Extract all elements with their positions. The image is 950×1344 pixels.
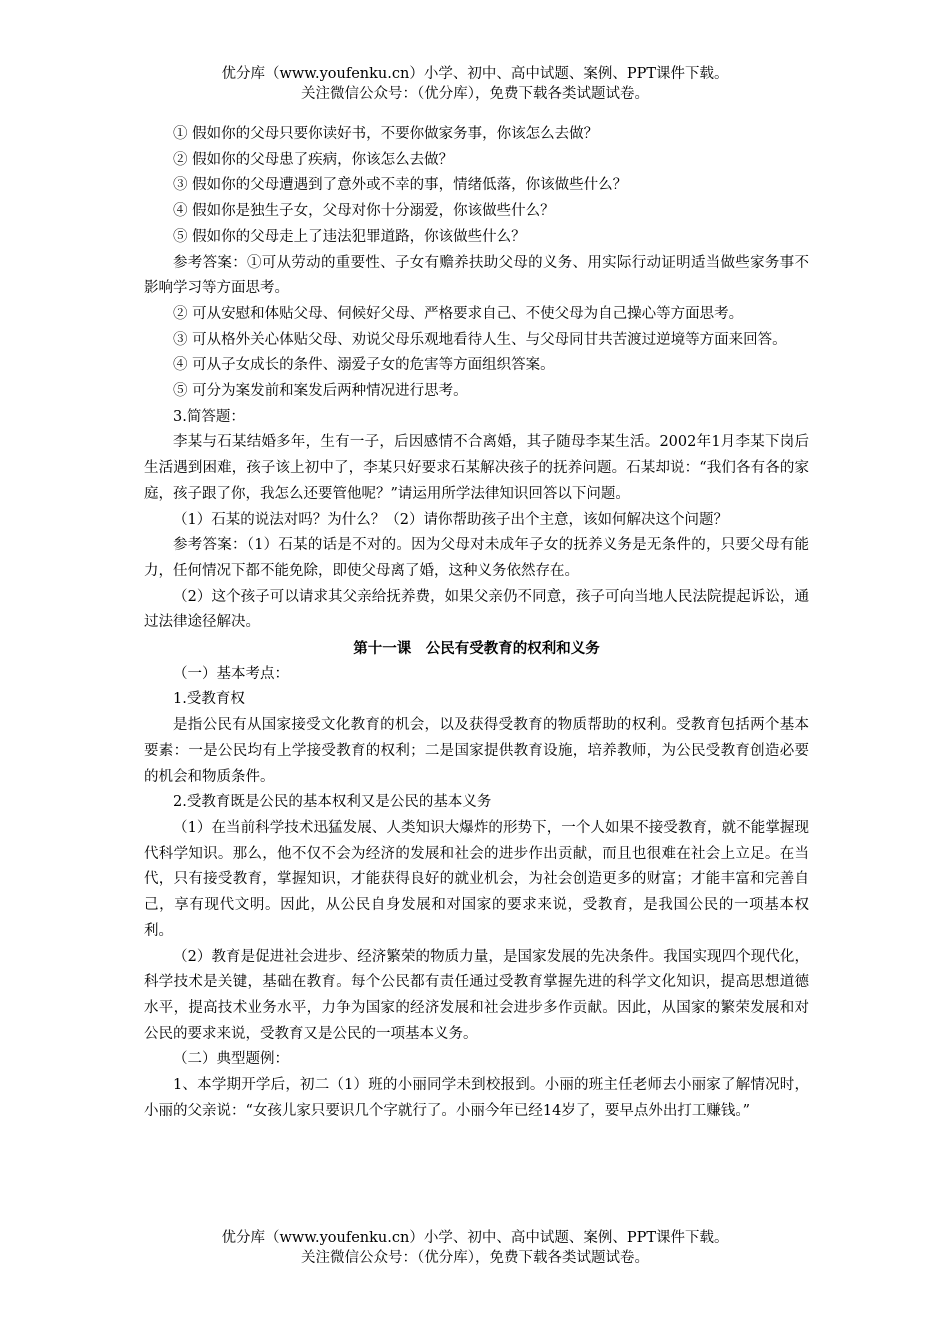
answer-3: ③ 可从格外关心体贴父母、劝说父母乐观地看待人生、与父母同甘共苦渡过逆境等方面来回答。	[173, 331, 787, 348]
case-description: 李某与石某结婚多年，生有一子，后因感情不合离婚，其子随母李某生活。2002年1月李某下岗后生活遇到困难，孩子该上初中了，李某只好要求石某解决孩子的抚养问题。石某却说：“我们各有各的家庭，孩子跟了你，我怎么还要管他呢？”请运用所学法律知识回答以下问题。	[144, 434, 809, 502]
case-answer-2: （2）这个孩子可以请求其父亲给抚养费，如果父亲仍不同意，孩子可向当地人民法院提起诉讼，通过法律途径解决。	[144, 588, 809, 631]
example-1: 1、本学期开学后，初二（1）班的小丽同学未到校报到。小丽的班主任老师去小丽家了解情况时，小丽的父亲说：“女孩儿家只要识几个字就行了。小丽今年已经14岁了，要早点外出打工赚钱。”	[144, 1077, 809, 1119]
subsection-examples: （二）典型题例：	[173, 1051, 289, 1068]
lesson-title: 第十一课 公民有受教育的权利和义务	[353, 640, 600, 658]
point-1-heading: 1.受教育权	[173, 691, 245, 708]
case-answer-1: 参考答案：（1）石某的话是不对的。因为父母对未成年子女的抚养义务是无条件的，只要父母有能力，任何情况下都不能免除，即使父母离了婚，这种义务依然存在。	[144, 537, 809, 579]
document-body	[144, 122, 809, 1124]
answer-1: 参考答案：①可从劳动的重要性、子女有赡养扶助父母的义务、用实际行动证明适当做些家务事不影响学习等方面思考。	[144, 254, 809, 297]
footer-line-2: 关注微信公众号：（优分库），免费下载各类试题试卷。	[301, 1250, 649, 1266]
answer-2: ② 可从安慰和体贴父母、伺候好父母、严格要求自己、不使父母为自己操心等方面思考。	[173, 305, 744, 322]
question-4: ④ 假如你是独生子女，父母对你十分溺爱，你该做些什么？	[173, 203, 555, 220]
page-footer	[0, 1228, 950, 1268]
point-2-heading: 2.受教育既是公民的基本权利又是公民的基本义务	[173, 794, 492, 811]
answer-5: ⑤ 可分为案发前和案发后两种情况进行思考。	[173, 383, 468, 400]
question-2: ② 假如你的父母患了疾病，你该怎么去做？	[173, 151, 454, 168]
question-3: ③ 假如你的父母遭遇到了意外或不幸的事，情绪低落，你该做些什么？	[173, 177, 628, 194]
section-heading-short-answer: 3.简答题：	[173, 408, 245, 425]
page-header	[0, 64, 950, 104]
subsection-basic-points: （一）基本考点：	[173, 665, 289, 682]
question-1: ① 假如你的父母只要你读好书，不要你做家务事，你该怎么去做？	[173, 126, 599, 142]
footer-line-1: 优分库（www.youfenku.cn）小学、初中、高中试题、案例、PPT课件下载。	[221, 1230, 729, 1246]
header-line-1: 优分库（www.youfenku.cn）小学、初中、高中试题、案例、PPT课件下载。	[221, 66, 729, 82]
question-5: ⑤ 假如你的父母走上了违法犯罪道路，你该做些什么？	[173, 228, 526, 245]
answer-4: ④ 可从子女成长的条件、溺爱子女的危害等方面组织答案。	[173, 357, 555, 374]
case-questions: （1）石某的说法对吗？为什么？（2）请你帮助孩子出个主意，该如何解决这个问题？	[173, 511, 728, 528]
point-2-text-1: （1）在当前科学技术迅猛发展、人类知识大爆炸的形势下，一个人如果不接受教育，就不能掌握现代科学知识。那么，他不仅不会为经济的发展和社会的进步作出贡献，而且也很难在社会上立足。在当代，只有接受教育，掌握知识，才能获得良好的就业机会，为社会创造更多的财富；才能丰富和完善自己，享有现代文明。因此，从公民自身发展和对国家的要求来说，受教育，是我国公民的一项基本权利。	[144, 819, 809, 939]
point-1-text: 是指公民有从国家接受文化教育的机会，以及获得受教育的物质帮助的权利。受教育包括两个基本要素：一是公民均有上学接受教育的权利；二是国家提供教育设施，培养教师，为公民受教育创造必要的机会和物质条件。	[144, 717, 809, 785]
point-2-text-2: （2）教育是促进社会进步、经济繁荣的物质力量，是国家发展的先决条件。我国实现四个现代化，科学技术是关键，基础在教育。每个公民都有责任通过受教育掌握先进的科学文化知识，提高思想道德水平，提高技术业务水平，力争为国家的经济发展和社会进步多作贡献。因此，从国家的繁荣发展和对公民的要求来说，受教育又是公民的一项基本义务。	[144, 948, 809, 1042]
header-line-2: 关注微信公众号：（优分库），免费下载各类试题试卷。	[301, 86, 649, 102]
